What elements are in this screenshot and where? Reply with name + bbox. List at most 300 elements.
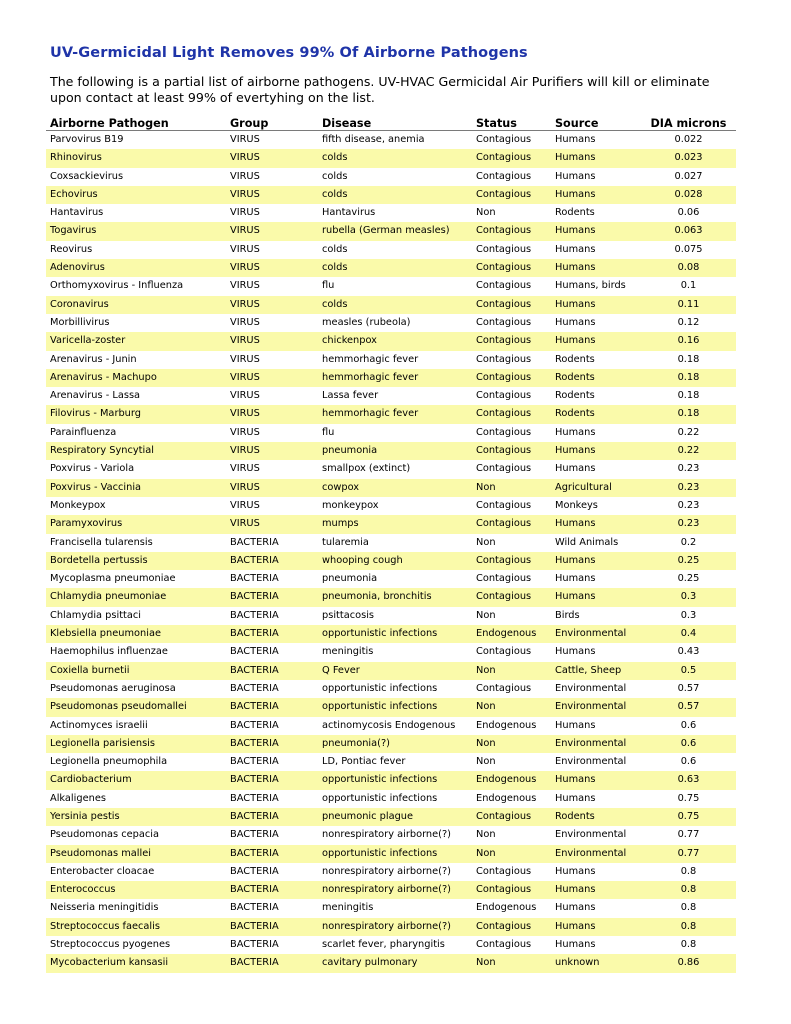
disease-cell: colds xyxy=(318,149,472,167)
dia-microns-cell: 0.075 xyxy=(674,243,703,255)
group-cell: BACTERIA xyxy=(230,792,279,804)
table-row xyxy=(46,918,736,936)
group-cell: BACTERIA xyxy=(226,918,318,936)
source-cell: Humans xyxy=(551,186,637,204)
pathogen-cell: Arenavirus - Machupo xyxy=(46,369,226,387)
disease-cell: whooping cough xyxy=(318,552,472,570)
dia-microns-cell: 0.75 xyxy=(677,792,700,804)
status-cell: Contagious xyxy=(476,390,532,402)
group-cell: BACTERIA xyxy=(230,865,279,877)
group-cell: VIRUS xyxy=(230,243,260,255)
disease-cell: actinomycosis Endogenous xyxy=(322,719,456,731)
pathogen-cell: Poxvirus - Vaccinia xyxy=(46,479,226,497)
pathogen-cell: Neisseria meningitidis xyxy=(50,902,159,914)
source-cell: Humans xyxy=(551,881,637,899)
source-cell: Rodents xyxy=(555,353,595,365)
status-cell: Contagious xyxy=(476,316,532,328)
source-cell: Humans xyxy=(555,243,596,255)
group-cell: VIRUS xyxy=(226,222,318,240)
column-header-source: Source xyxy=(551,113,637,131)
status-cell: Endogenous xyxy=(476,719,537,731)
table-row xyxy=(46,387,736,405)
status-cell: Non xyxy=(476,756,496,768)
table-row xyxy=(46,222,736,240)
group-cell: BACTERIA xyxy=(230,609,279,621)
status-cell: Contagious xyxy=(476,865,532,877)
disease-cell: pneumonia xyxy=(322,573,378,585)
source-cell: Humans xyxy=(555,792,596,804)
source-cell: Humans xyxy=(551,588,637,606)
pathogen-cell: Respiratory Syncytial xyxy=(46,442,226,460)
table-row xyxy=(46,625,736,643)
source-cell: Humans xyxy=(551,296,637,314)
group-cell: BACTERIA xyxy=(226,588,318,606)
status-cell: Contagious xyxy=(476,573,532,585)
pathogen-cell: Paramyxovirus xyxy=(46,515,226,533)
dia-microns-cell: 0.8 xyxy=(637,918,736,936)
pathogen-cell: Echovirus xyxy=(46,186,226,204)
status-cell: Contagious xyxy=(476,939,532,951)
source-cell: Environmental xyxy=(555,682,627,694)
table-row xyxy=(46,753,736,771)
group-cell: BACTERIA xyxy=(226,625,318,643)
table-row xyxy=(46,863,736,881)
dia-microns-cell: 0.43 xyxy=(677,646,700,658)
table-row xyxy=(46,259,736,277)
table-row xyxy=(46,936,736,954)
status-cell: Endogenous xyxy=(476,792,537,804)
status-cell: Contagious xyxy=(476,280,532,292)
group-cell: VIRUS xyxy=(226,442,318,460)
pathogen-cell: Chlamydia psittaci xyxy=(50,609,142,621)
table-row xyxy=(46,845,736,863)
disease-cell: Q Fever xyxy=(318,662,472,680)
status-cell: Non xyxy=(476,609,496,621)
pathogen-cell: Chlamydia pneumoniae xyxy=(46,588,226,606)
dia-microns-cell: 0.18 xyxy=(677,390,700,402)
dia-microns-cell: 0.06 xyxy=(677,207,700,219)
pathogen-cell: Filovirus - Marburg xyxy=(46,405,226,423)
disease-cell: pneumonic plague xyxy=(318,808,472,826)
status-cell: Non xyxy=(472,662,551,680)
disease-cell: colds xyxy=(322,243,348,255)
source-cell: Rodents xyxy=(551,405,637,423)
dia-microns-cell: 0.77 xyxy=(677,829,700,841)
group-cell: BACTERIA xyxy=(226,845,318,863)
dia-microns-cell: 0.23 xyxy=(677,499,700,511)
table-row xyxy=(46,351,736,369)
source-cell: Environmental xyxy=(551,625,637,643)
source-cell: Humans xyxy=(551,222,637,240)
group-cell: BACTERIA xyxy=(230,829,279,841)
status-cell: Contagious xyxy=(472,369,551,387)
group-cell: VIRUS xyxy=(230,426,260,438)
status-cell: Contagious xyxy=(476,499,532,511)
status-cell: Contagious xyxy=(472,808,551,826)
status-cell: Non xyxy=(476,829,496,841)
group-cell: BACTERIA xyxy=(226,735,318,753)
table-row xyxy=(46,698,736,716)
table-row xyxy=(46,899,736,917)
pathogen-cell: Hantavirus xyxy=(50,207,104,219)
group-cell: BACTERIA xyxy=(226,662,318,680)
disease-cell: tularemia xyxy=(322,536,369,548)
dia-microns-cell: 0.23 xyxy=(637,515,736,533)
group-cell: VIRUS xyxy=(226,332,318,350)
disease-cell: nonrespiratory airborne(?) xyxy=(322,829,452,841)
pathogen-cell: Mycobacterium kansasii xyxy=(46,954,226,972)
table-row xyxy=(46,314,736,332)
status-cell: Contagious xyxy=(476,426,532,438)
table-row xyxy=(46,680,736,698)
source-cell: Cattle, Sheep xyxy=(551,662,637,680)
table-row xyxy=(46,168,736,186)
group-cell: BACTERIA xyxy=(230,536,279,548)
table-row xyxy=(46,790,736,808)
source-cell: Humans xyxy=(551,332,637,350)
status-cell: Non xyxy=(472,698,551,716)
status-cell: Contagious xyxy=(476,463,532,475)
group-cell: BACTERIA xyxy=(226,881,318,899)
status-cell: Non xyxy=(472,954,551,972)
disease-cell: colds xyxy=(318,186,472,204)
disease-cell: nonrespiratory airborne(?) xyxy=(318,881,472,899)
table-row xyxy=(46,881,736,899)
group-cell: VIRUS xyxy=(226,479,318,497)
disease-cell: nonrespiratory airborne(?) xyxy=(322,865,452,877)
status-cell: Non xyxy=(476,536,496,548)
disease-cell: hemmorhagic fever xyxy=(318,369,472,387)
status-cell: Contagious xyxy=(472,515,551,533)
table-row xyxy=(46,204,736,222)
status-cell: Contagious xyxy=(472,442,551,460)
pathogen-cell: Francisella tularensis xyxy=(50,536,153,548)
dia-microns-cell: 0.022 xyxy=(674,134,703,145)
group-cell: BACTERIA xyxy=(230,573,279,585)
column-header-pathogen: Airborne Pathogen xyxy=(46,113,226,131)
dia-microns-cell: 0.16 xyxy=(637,332,736,350)
pathogen-cell: Pseudomonas cepacia xyxy=(50,829,160,841)
pathogen-cell: Bordetella pertussis xyxy=(46,552,226,570)
source-cell: Environmental xyxy=(555,829,627,841)
disease-cell: pneumonia xyxy=(318,442,472,460)
status-cell: Contagious xyxy=(472,588,551,606)
source-cell: Humans xyxy=(551,442,637,460)
disease-cell: colds xyxy=(322,170,348,182)
group-cell: BACTERIA xyxy=(226,954,318,972)
dia-microns-cell: 0.063 xyxy=(637,222,736,240)
source-cell: Environmental xyxy=(551,845,637,863)
source-cell: Wild Animals xyxy=(555,536,619,548)
dia-microns-cell: 0.12 xyxy=(677,316,700,328)
pathogen-cell: Adenovirus xyxy=(46,259,226,277)
pathogen-cell: Morbillivirus xyxy=(50,316,110,328)
table-row xyxy=(46,479,736,497)
source-cell: Birds xyxy=(555,609,580,621)
pathogen-cell: Haemophilus influenzae xyxy=(50,646,168,658)
dia-microns-cell: 0.8 xyxy=(680,865,697,877)
table-row xyxy=(46,662,736,680)
disease-cell: smallpox (extinct) xyxy=(322,463,411,475)
group-cell: VIRUS xyxy=(230,280,260,292)
dia-microns-cell: 0.4 xyxy=(637,625,736,643)
group-cell: VIRUS xyxy=(230,463,260,475)
dia-microns-cell: 0.22 xyxy=(637,442,736,460)
status-cell: Contagious xyxy=(472,881,551,899)
source-cell: Humans xyxy=(555,719,596,731)
table-row xyxy=(46,534,736,552)
group-cell: VIRUS xyxy=(226,259,318,277)
source-cell: Humans xyxy=(551,149,637,167)
group-cell: BACTERIA xyxy=(230,939,279,951)
group-cell: BACTERIA xyxy=(230,756,279,768)
source-cell: Humans xyxy=(551,259,637,277)
dia-microns-cell: 0.77 xyxy=(637,845,736,863)
source-cell: Humans xyxy=(555,865,596,877)
dia-microns-cell: 0.23 xyxy=(677,463,700,475)
disease-cell: colds xyxy=(318,296,472,314)
pathogen-cell: Arenavirus - Junin xyxy=(50,353,137,365)
table-body xyxy=(46,131,736,973)
status-cell: Endogenous xyxy=(476,902,537,914)
status-cell: Non xyxy=(472,845,551,863)
status-cell: Endogenous xyxy=(472,771,551,789)
status-cell: Contagious xyxy=(472,296,551,314)
disease-cell: psittacosis xyxy=(322,609,375,621)
pathogen-cell: Pseudomonas mallei xyxy=(46,845,226,863)
dia-microns-cell: 0.86 xyxy=(637,954,736,972)
group-cell: BACTERIA xyxy=(230,719,279,731)
group-cell: VIRUS xyxy=(230,390,260,402)
dia-microns-cell: 0.3 xyxy=(637,588,736,606)
dia-microns-cell: 0.3 xyxy=(680,609,697,621)
disease-cell: scarlet fever, pharyngitis xyxy=(322,939,445,951)
group-cell: VIRUS xyxy=(226,369,318,387)
source-cell: Humans xyxy=(551,918,637,936)
column-header-dia-microns: DIA microns xyxy=(637,113,736,131)
disease-cell: opportunistic infections xyxy=(322,682,438,694)
group-cell: BACTERIA xyxy=(230,646,279,658)
source-cell: Rodents xyxy=(555,207,595,219)
pathogen-cell: Parainfluenza xyxy=(50,426,117,438)
disease-cell: nonrespiratory airborne(?) xyxy=(318,918,472,936)
pathogen-cell: Orthomyxovirus - Influenza xyxy=(50,280,184,292)
source-cell: Humans, birds xyxy=(555,280,626,292)
group-cell: VIRUS xyxy=(226,515,318,533)
disease-cell: chickenpox xyxy=(318,332,472,350)
table-row xyxy=(46,369,736,387)
disease-cell: opportunistic infections xyxy=(318,845,472,863)
group-cell: VIRUS xyxy=(226,405,318,423)
disease-cell: LD, Pontiac fever xyxy=(322,756,406,768)
disease-cell: Lassa fever xyxy=(322,390,379,402)
disease-cell: colds xyxy=(318,259,472,277)
table-row xyxy=(46,497,736,515)
status-cell: Contagious xyxy=(472,405,551,423)
disease-cell: mumps xyxy=(318,515,472,533)
disease-cell: measles (rubeola) xyxy=(322,316,411,328)
source-cell: Rodents xyxy=(551,808,637,826)
disease-cell: hemmorhagic fever xyxy=(318,405,472,423)
pathogen-cell: Streptococcus faecalis xyxy=(46,918,226,936)
disease-cell: hemmorhagic fever xyxy=(322,353,419,365)
dia-microns-cell: 0.25 xyxy=(637,552,736,570)
source-cell: Humans xyxy=(551,771,637,789)
column-header-disease: Disease xyxy=(318,113,472,131)
source-cell: Humans xyxy=(555,573,596,585)
dia-microns-cell: 0.6 xyxy=(680,719,697,731)
table-row xyxy=(46,241,736,259)
table-row xyxy=(46,570,736,588)
pathogen-cell: Poxvirus - Variola xyxy=(50,463,135,475)
pathogen-cell: Varicella-zoster xyxy=(46,332,226,350)
pathogen-cell: Arenavirus - Lassa xyxy=(50,390,141,402)
pathogen-cell: Rhinovirus xyxy=(46,149,226,167)
source-cell: Environmental xyxy=(555,756,627,768)
disease-cell: flu xyxy=(322,280,335,292)
table-row xyxy=(46,515,736,533)
table-row xyxy=(46,643,736,661)
table-row xyxy=(46,771,736,789)
disease-cell: Hantavirus xyxy=(322,207,376,219)
pathogen-cell: Pseudomonas aeruginosa xyxy=(50,682,176,694)
pathogen-cell: Mycoplasma pneumoniae xyxy=(50,573,176,585)
pathogen-cell: Streptococcus pyogenes xyxy=(50,939,171,951)
status-cell: Contagious xyxy=(476,170,532,182)
group-cell: BACTERIA xyxy=(230,682,279,694)
group-cell: BACTERIA xyxy=(226,771,318,789)
status-cell: Contagious xyxy=(472,918,551,936)
table-row xyxy=(46,460,736,478)
group-cell: BACTERIA xyxy=(226,698,318,716)
disease-cell: opportunistic infections xyxy=(318,698,472,716)
disease-cell: rubella (German measles) xyxy=(318,222,472,240)
source-cell: Humans xyxy=(555,170,596,182)
dia-microns-cell: 0.2 xyxy=(680,536,697,548)
dia-microns-cell: 0.57 xyxy=(637,698,736,716)
disease-cell: fifth disease, anemia xyxy=(322,134,425,145)
source-cell: Agricultural xyxy=(551,479,637,497)
table-row xyxy=(46,332,736,350)
column-header-status: Status xyxy=(472,113,551,131)
pathogen-cell: Coxsackievirus xyxy=(50,170,124,182)
status-cell: Contagious xyxy=(472,149,551,167)
disease-cell: opportunistic infections xyxy=(318,625,472,643)
pathogen-cell: Pseudomonas pseudomallei xyxy=(46,698,226,716)
header-row xyxy=(46,113,736,131)
table-row xyxy=(46,735,736,753)
status-cell: Contagious xyxy=(472,186,551,204)
table-row xyxy=(46,826,736,844)
table-row xyxy=(46,588,736,606)
pathogen-cell: Togavirus xyxy=(46,222,226,240)
group-cell: BACTERIA xyxy=(230,902,279,914)
pathogen-cell: Cardiobacterium xyxy=(46,771,226,789)
group-cell: VIRUS xyxy=(230,207,260,219)
pathogen-cell: Enterococcus xyxy=(46,881,226,899)
group-cell: VIRUS xyxy=(226,296,318,314)
pathogen-cell: Reovirus xyxy=(50,243,93,255)
group-cell: VIRUS xyxy=(230,499,260,511)
dia-microns-cell: 0.63 xyxy=(637,771,736,789)
dia-microns-cell: 0.75 xyxy=(637,808,736,826)
source-cell: Rodents xyxy=(555,390,595,402)
status-cell: Contagious xyxy=(476,682,532,694)
status-cell: Contagious xyxy=(476,134,532,145)
group-cell: VIRUS xyxy=(226,149,318,167)
pathogen-cell: Enterobacter cloacae xyxy=(50,865,155,877)
pathogen-cell: Coxiella burnetii xyxy=(46,662,226,680)
source-cell: Environmental xyxy=(551,698,637,716)
dia-microns-cell: 0.11 xyxy=(637,296,736,314)
source-cell: Humans xyxy=(555,316,596,328)
dia-microns-cell: 0.6 xyxy=(680,756,697,768)
group-cell: VIRUS xyxy=(230,134,260,145)
intro-paragraph: The following is a partial list of airborne pathogens. UV-HVAC Germicidal Air Purifiers will kill or eliminate upon contact at least 99% of evertyhing on the list. xyxy=(50,74,710,105)
table-row xyxy=(46,277,736,295)
source-cell: Humans xyxy=(555,426,596,438)
status-cell: Contagious xyxy=(472,259,551,277)
source-cell: Humans xyxy=(555,134,596,145)
status-cell: Non xyxy=(472,735,551,753)
source-cell: Humans xyxy=(555,463,596,475)
table-row xyxy=(46,552,736,570)
disease-cell: flu xyxy=(322,426,335,438)
disease-cell: monkeypox xyxy=(322,499,379,511)
dia-microns-cell: 0.18 xyxy=(637,405,736,423)
source-cell: Environmental xyxy=(551,735,637,753)
dia-microns-cell: 0.023 xyxy=(637,149,736,167)
group-cell: VIRUS xyxy=(226,186,318,204)
dia-microns-cell: 0.57 xyxy=(677,682,700,694)
status-cell: Contagious xyxy=(476,243,532,255)
pathogen-cell: Legionella pneumophila xyxy=(50,756,168,768)
source-cell: Rodents xyxy=(551,369,637,387)
disease-cell: pneumonia(?) xyxy=(318,735,472,753)
source-cell: Monkeys xyxy=(555,499,598,511)
source-cell: Humans xyxy=(555,939,596,951)
dia-microns-cell: 0.8 xyxy=(637,881,736,899)
status-cell: Non xyxy=(472,479,551,497)
pathogen-cell: Parvovirus B19 xyxy=(50,134,124,145)
status-cell: Contagious xyxy=(476,646,532,658)
disease-cell: cowpox xyxy=(318,479,472,497)
dia-microns-cell: 0.6 xyxy=(637,735,736,753)
status-cell: Non xyxy=(476,207,496,219)
pathogen-cell: Klebsiella pneumoniae xyxy=(46,625,226,643)
pathogen-cell: Monkeypox xyxy=(50,499,106,511)
table-row xyxy=(46,808,736,826)
status-cell: Contagious xyxy=(472,552,551,570)
status-cell: Contagious xyxy=(472,332,551,350)
disease-cell: pneumonia, bronchitis xyxy=(318,588,472,606)
status-cell: Contagious xyxy=(476,353,532,365)
pathogen-table xyxy=(46,113,736,973)
dia-microns-cell: 0.08 xyxy=(637,259,736,277)
table-header xyxy=(46,113,736,131)
group-cell: BACTERIA xyxy=(226,552,318,570)
pathogen-cell: Actinomyces israelii xyxy=(50,719,148,731)
table-row xyxy=(46,954,736,972)
table-row xyxy=(46,717,736,735)
dia-microns-cell: 0.027 xyxy=(674,170,703,182)
group-cell: VIRUS xyxy=(230,316,260,328)
disease-cell: opportunistic infections xyxy=(322,792,438,804)
dia-microns-cell: 0.23 xyxy=(637,479,736,497)
table-row xyxy=(46,405,736,423)
dia-microns-cell: 0.25 xyxy=(677,573,700,585)
pathogen-cell: Yersinia pestis xyxy=(46,808,226,826)
